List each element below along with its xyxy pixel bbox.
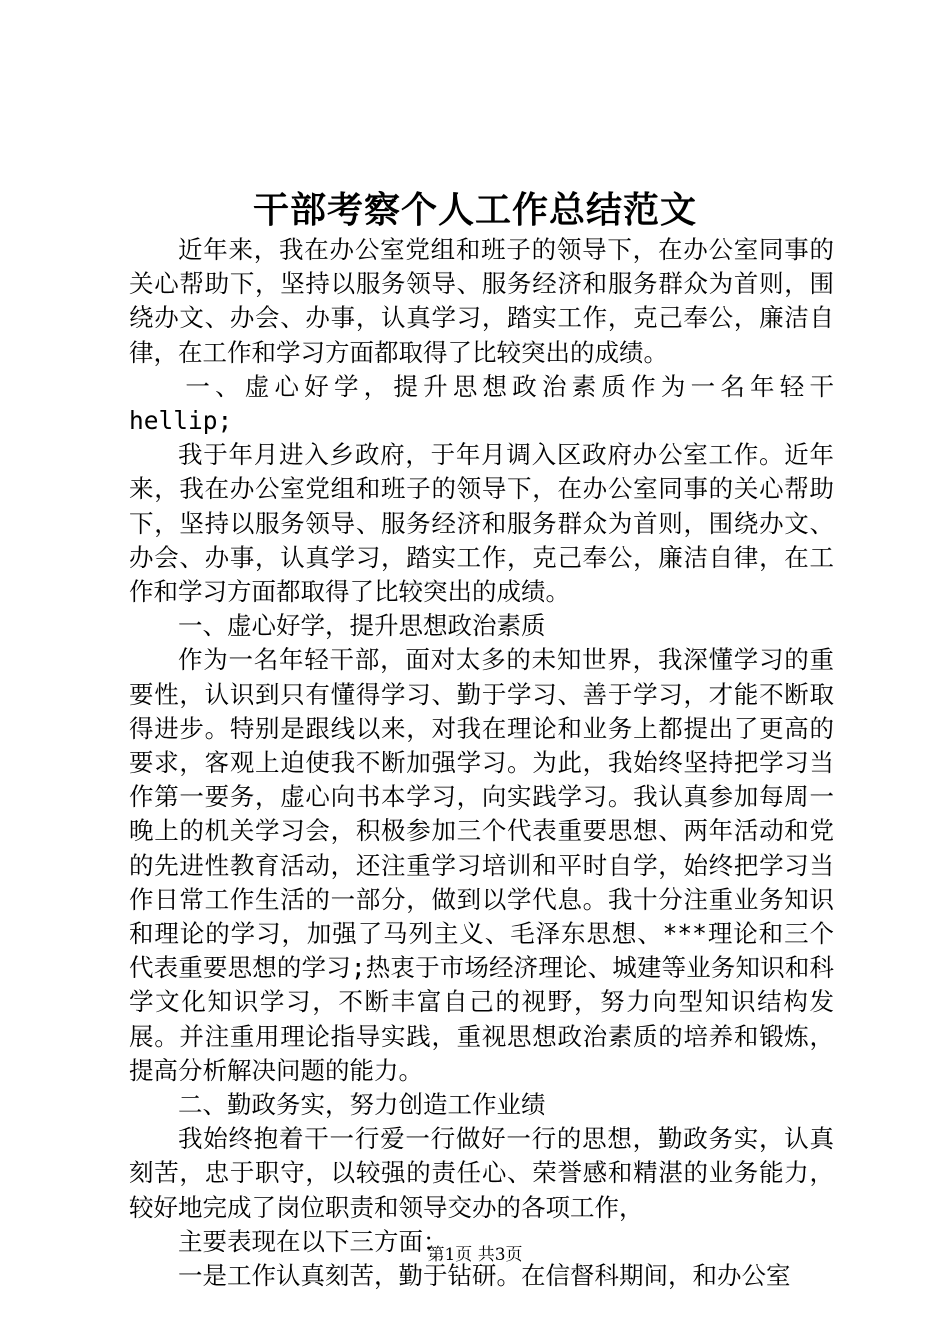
body-paragraph: 一、虚心好学，提升思想政治素质作为一名年轻干 — [185, 371, 834, 401]
section-heading: 一、虚心好学，提升思想政治素质 — [178, 611, 546, 641]
section-heading: 二、勤政务实，努力创造工作业绩 — [178, 1090, 546, 1120]
body-paragraph: hellip; — [129, 406, 233, 436]
body-paragraph: 近年来，我在办公室党组和班子的领导下，在办公室同事的关心帮助下，坚持以服务领导、服务经济和服务群众为首则，围绕办文、办会、办事，认真学习，踏实工作，克己奉公，廉洁自律，在工作和学习方面都取得了比较突出的成绩。 — [129, 235, 834, 367]
body-paragraph: 作为一名年轻干部，面对太多的未知世界，我深懂学习的重要性，认识到只有懂得学习、勤于学习、善于学习，才能不断取得进步。特别是跟线以来，对我在理论和业务上都提出了更高的要求，客观上迫使我不断加强学习。为此，我始终坚持把学习当作第一要务，虚心向书本学习，向实践学习。我认真参加每周一晚上的机关学习会，积极参加三个代表重要思想、两年活动和党的先进性教育活动，还注重学习培训和平时自学，始终把学习当作日常工作生活的一部分，做到以学代息。我十分注重业务知识和理论的学习，加强了马列主义、毛泽东思想、***理论和三个代表重要思想的学习;热衷于市场经济理论、城建等业务知识和科学文化知识学习，不断丰富自己的视野，努力向型知识结构发展。并注重用理论指导实践，重视思想政治素质的培养和锻炼，提高分析解决问题的能力。 — [129, 645, 834, 1085]
body-paragraph: 我始终抱着干一行爱一行做好一行的思想，勤政务实，认真刻苦，忠于职守，以较强的责任心、荣誉感和精湛的业务能力，较好地完成了岗位职责和领导交办的各项工作， — [129, 1124, 834, 1222]
document-body — [129, 233, 834, 1293]
page-footer: 第1页 共3页 — [427, 1245, 523, 1265]
body-paragraph: 一是工作认真刻苦，勤于钻研。在信督科期间，和办公室 — [178, 1261, 791, 1291]
document-title: 干部考察个人工作总结范文 — [252, 189, 697, 231]
body-paragraph: 主要表现在以下三方面： — [178, 1226, 448, 1256]
body-paragraph: 我于年月进入乡政府，于年月调入区政府办公室工作。近年来，我在办公室党组和班子的领导下，在办公室同事的关心帮助下，坚持以服务领导、服务经济和服务群众为首则，围绕办文、办会、办事，认真学习，踏实工作，克己奉公，廉洁自律，在工作和学习方面都取得了比较突出的成绩。 — [129, 440, 834, 607]
